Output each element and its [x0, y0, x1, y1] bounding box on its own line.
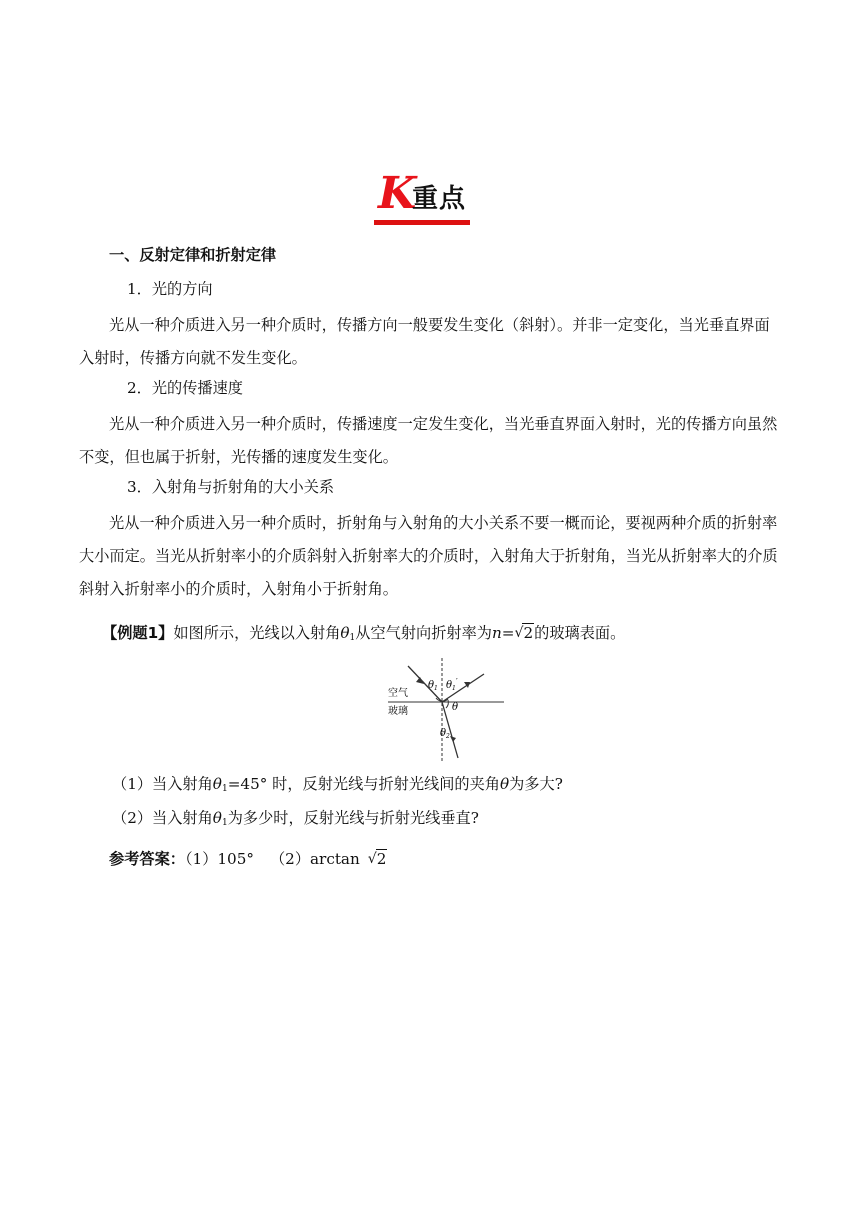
item1-body — [79, 309, 781, 375]
q1-theta: θ — [212, 775, 222, 793]
theta-subscript: 1 — [349, 633, 356, 643]
logo-letter: K — [378, 168, 417, 219]
example-text-a: 如图所示，光线以入射角 — [173, 624, 341, 642]
answer-label: 参考答案： — [109, 850, 185, 868]
refraction-diagram — [380, 658, 504, 762]
q2-theta: θ — [212, 809, 222, 827]
item1-body-text: 光从一种介质进入另一种介质时，传播方向一般要发生变化（斜射）。并非一定变化，当光垂直界面入射时，传播方向就不发生变化。 — [79, 316, 770, 367]
answer-1: （1）105° — [184, 850, 254, 868]
example-text-c: 的玻璃表面。 — [534, 624, 626, 642]
q1-theta2: θ — [499, 775, 510, 793]
glass-label: 玻璃 — [388, 706, 408, 717]
answer-sqrt-argument: 2 — [376, 850, 387, 868]
air-label: 空气 — [388, 688, 408, 699]
theta1-label: $\theta_1$ — [428, 680, 438, 692]
logo-text: 重点 — [412, 184, 467, 214]
item1-title: 1．光的方向 — [127, 280, 213, 298]
q1-text-a: （1）当入射角 — [112, 775, 213, 793]
answer-sqrt: √ 2 — [367, 850, 387, 868]
q2-text-a: （2）当入射角 — [112, 809, 213, 827]
section-heading: 一、反射定律和折射定律 — [109, 246, 277, 264]
theta2-label: $\theta_2$ — [440, 728, 450, 740]
theta-symbol: θ — [340, 624, 350, 642]
section-logo — [374, 168, 470, 228]
theta-label: θ — [452, 702, 459, 713]
logo-underline — [374, 220, 470, 225]
question-2 — [112, 807, 479, 834]
item2-title: 2．光的传播速度 — [127, 379, 243, 397]
item2-body: 光从一种介质进入另一种介质时，传播速度一定发生变化，当光垂直界面入射时，光的传播方向虽然不变，但也属于折射，光传播的速度发生变化。 — [79, 415, 778, 466]
theta1-prime-label: $\theta_1'$ — [446, 677, 458, 692]
n-equals: n= — [491, 624, 515, 642]
q1-text-c: 为多大? — [509, 775, 563, 793]
answer-2: （2）arctan — [269, 850, 360, 868]
example-text-b: 从空气射向折射率为 — [355, 624, 492, 642]
answer-line — [109, 848, 387, 870]
example-label: 【例题1】 — [102, 624, 174, 642]
q2-text-b: 为多少时，反射光线与折射光线垂直? — [227, 809, 479, 827]
question-1 — [112, 773, 563, 800]
q1-text-b: =45° 时，反射光线与折射光线间的夹角 — [227, 775, 500, 793]
sqrt-expression: √ 2 — [514, 624, 534, 642]
sqrt-argument: 2 — [523, 624, 534, 642]
item3-body: 光从一种介质进入另一种介质时，折射角与入射角的大小关系不要一概而论，要视两种介质的折射率大小而定。当光从折射率小的介质斜射入折射率大的介质时，入射角大于折射角，当光从折射率大的介质斜射入折射率小的介质时，入射角小于折射角。 — [79, 514, 778, 598]
q2-sub: 1 — [221, 818, 228, 828]
example-statement — [102, 622, 625, 649]
q1-sub: 1 — [221, 784, 228, 794]
item3-title: 3．入射角与折射角的大小关系 — [127, 478, 335, 496]
